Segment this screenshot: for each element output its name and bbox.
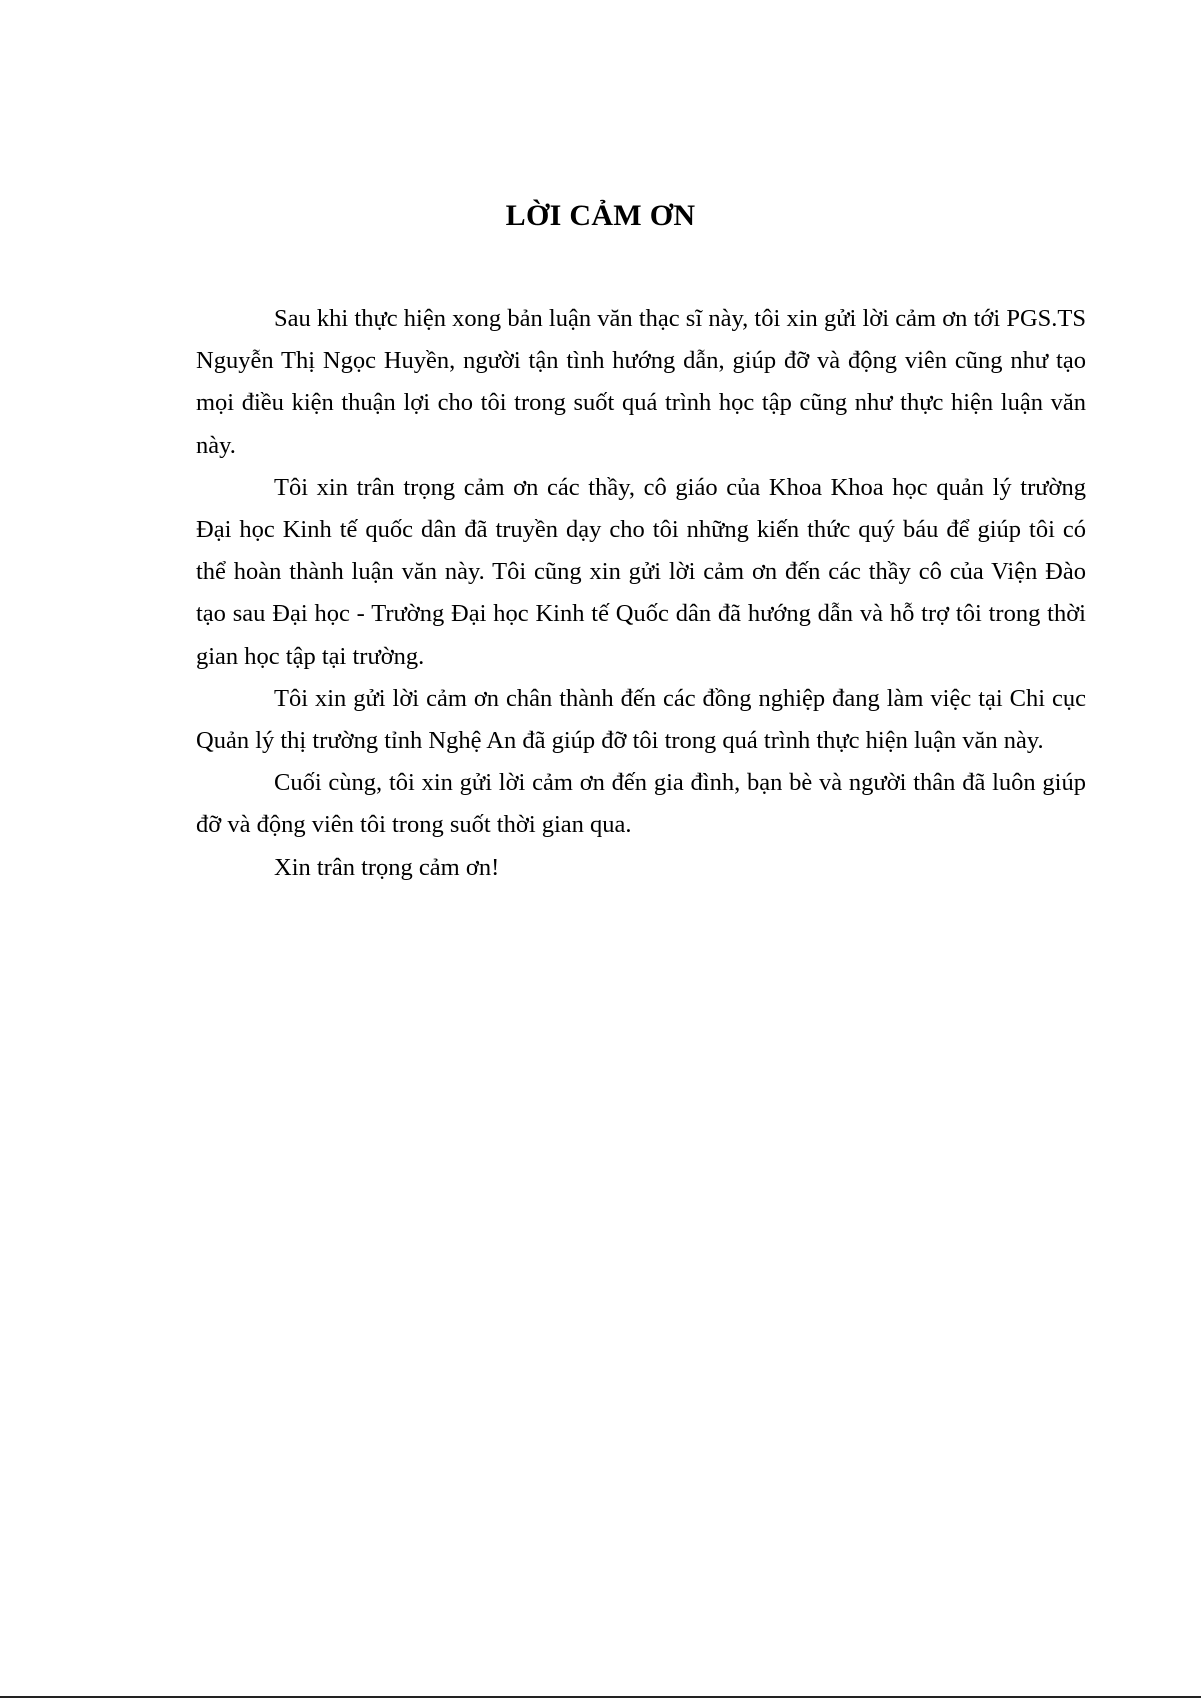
paragraph-colleagues-thanks: Tôi xin gửi lời cảm ơn chân thành đến các đồng nghiệp đang làm việc tại Chi cục Quản lý thị trường tỉnh Nghệ An đã giúp đỡ tôi trong quá trình thực hiện luận văn này. (196, 684, 1086, 755)
acknowledgement-body (196, 298, 1086, 889)
paragraph-supervisor-thanks: Sau khi thực hiện xong bản luận văn thạc sĩ này, tôi xin gửi lời cảm ơn tới PGS.TS Nguyễn Thị Ngọc Huyền, người tận tình hướng dẫn, giúp đỡ và động viên cũng như tạo mọi điều kiện thuận lợi cho tôi trong suốt quá trình học tập cũng như thực hiện luận văn này. (196, 305, 1086, 459)
paragraph-closing: Xin trân trọng cảm ơn! (274, 853, 500, 881)
paragraph-family-thanks: Cuối cùng, tôi xin gửi lời cảm ơn đến gia đình, bạn bè và người thân đã luôn giúp đỡ và động viên tôi trong suốt thời gian qua. (196, 769, 1086, 839)
page-bottom-border (0, 1696, 1201, 1698)
page-title: LỜI CẢM ƠN (505, 199, 696, 232)
paragraph-faculty-thanks: Tôi xin trân trọng cảm ơn các thầy, cô giáo của Khoa Khoa học quản lý trường Đại học Kinh tế quốc dân đã truyền dạy cho tôi những kiến thức quý báu để giúp tôi có thể hoàn thành luận văn này. Tôi cũng xin gửi lời cảm ơn đến các thầy cô của Viện Đào tạo sau Đại học - Trường Đại học Kinh tế Quốc dân đã hướng dẫn và hỗ trợ tôi trong thời gian học tập tại trường. (196, 473, 1086, 670)
